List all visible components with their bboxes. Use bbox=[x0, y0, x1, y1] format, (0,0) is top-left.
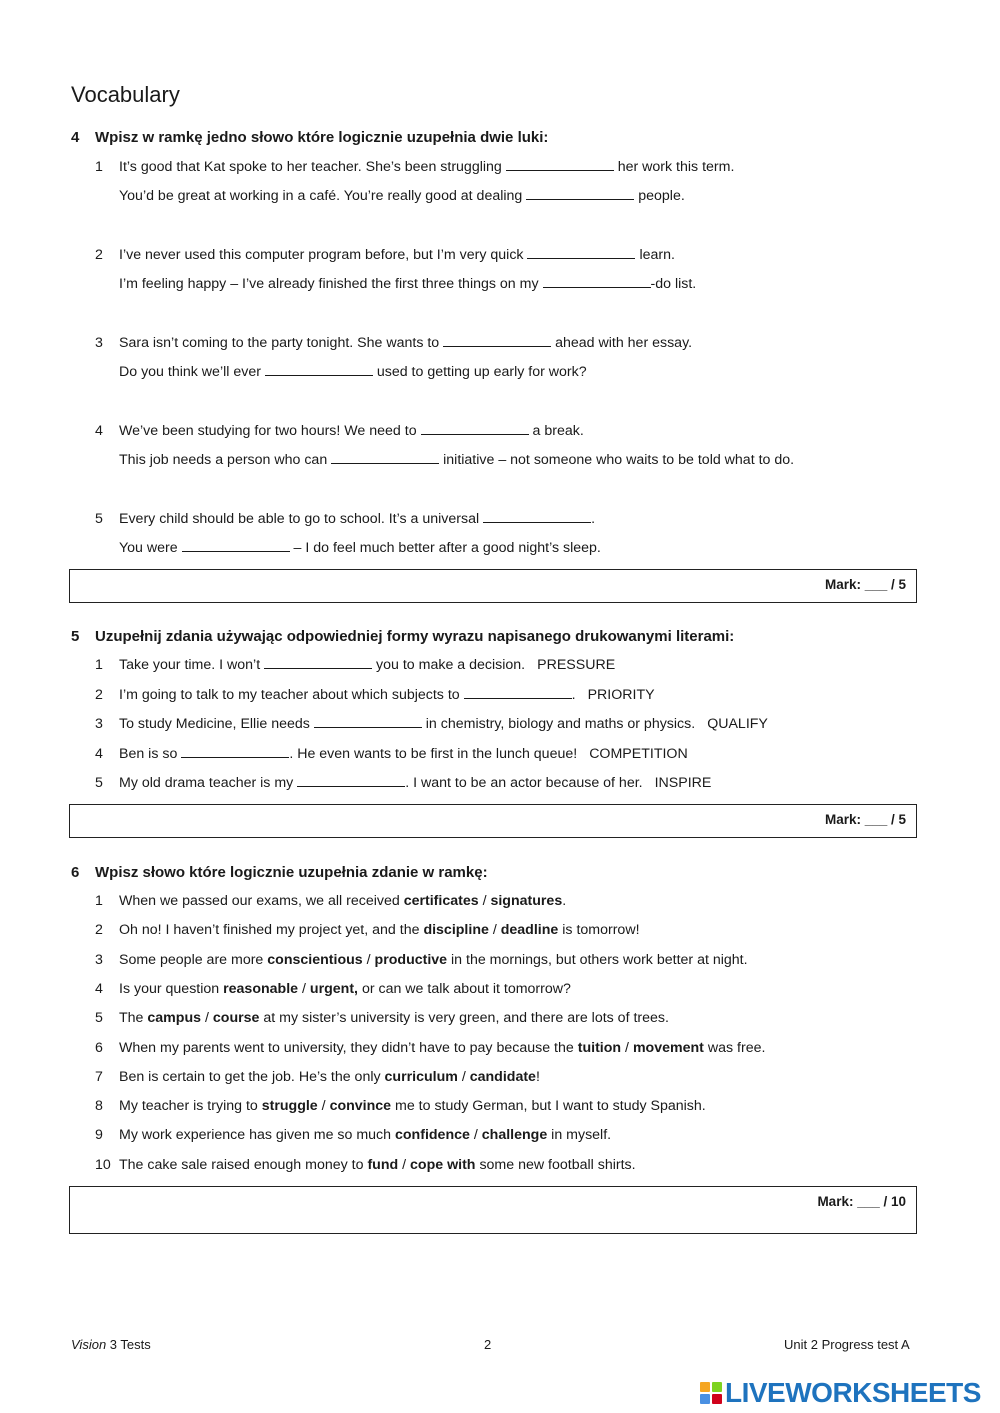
question-row bbox=[95, 714, 768, 734]
logo-square bbox=[700, 1382, 710, 1392]
question-row bbox=[95, 1067, 540, 1087]
question-number: 2 bbox=[95, 687, 103, 703]
logo-square bbox=[712, 1394, 722, 1404]
option-a[interactable]: tuition bbox=[577, 1040, 622, 1056]
question-text: is tomorrow! bbox=[562, 922, 640, 938]
option-separator: / bbox=[473, 1127, 478, 1143]
question-text: Ben is so bbox=[119, 746, 178, 762]
footer-left bbox=[71, 1337, 151, 1352]
question-text: was free. bbox=[707, 1040, 766, 1056]
question-row-second bbox=[119, 274, 696, 294]
question-number: 8 bbox=[95, 1098, 103, 1114]
question-text: The cake sale raised enough money to bbox=[119, 1157, 364, 1173]
mark-box-section-5 bbox=[69, 804, 917, 838]
logo-square bbox=[712, 1382, 722, 1392]
question-text: ahead with her essay. bbox=[555, 335, 693, 351]
question-number: 10 bbox=[95, 1157, 111, 1173]
option-b[interactable]: convince bbox=[329, 1098, 392, 1114]
keyword: PRIORITY bbox=[587, 687, 655, 703]
option-a[interactable]: confidence bbox=[395, 1127, 470, 1143]
question-number: 3 bbox=[95, 952, 103, 968]
question-text: . bbox=[571, 687, 576, 703]
question-text: . He even wants to be first in the lunch queue! bbox=[289, 746, 578, 762]
question-number: 1 bbox=[95, 657, 103, 673]
question-number: 1 bbox=[95, 159, 103, 175]
section-instruction: Wpisz w ramkę jedno słowo które logicznie uzupełnia dwie luki: bbox=[95, 129, 549, 146]
question-text: When my parents went to university, they didn’t have to pay because the bbox=[119, 1040, 574, 1056]
question-number: 1 bbox=[95, 893, 103, 909]
option-b[interactable]: course bbox=[212, 1010, 260, 1026]
footer-series-rest: 3 Tests bbox=[106, 1337, 151, 1352]
question-text: To study Medicine, Ellie needs bbox=[119, 716, 310, 732]
question-row bbox=[95, 744, 688, 764]
mark-box-section-6 bbox=[69, 1186, 917, 1234]
question-text: Ben is certain to get the job. He’s the only bbox=[119, 1069, 381, 1085]
question-text: The bbox=[119, 1010, 144, 1026]
option-separator: / bbox=[461, 1069, 466, 1085]
question-text: I’ve never used this computer program before, but I’m very quick bbox=[119, 247, 524, 263]
question-text: you to make a decision. bbox=[376, 657, 526, 673]
question-row bbox=[95, 685, 655, 705]
question-row bbox=[95, 1096, 706, 1116]
question-text: or can we talk about it tomorrow? bbox=[361, 981, 571, 997]
question-text: This job needs a person who can bbox=[119, 452, 328, 468]
question-text: some new football shirts. bbox=[479, 1157, 636, 1173]
question-row bbox=[95, 333, 692, 353]
question-text: -do list. bbox=[650, 276, 697, 292]
section-number: 5 bbox=[71, 628, 80, 645]
answer-blank[interactable] bbox=[297, 773, 405, 787]
question-text: You’d be great at working in a café. You’re really good at dealing bbox=[119, 188, 523, 204]
option-b[interactable]: candidate bbox=[469, 1069, 536, 1085]
keyword: PRESSURE bbox=[537, 657, 616, 673]
option-b[interactable]: urgent, bbox=[309, 981, 358, 997]
section-number: 6 bbox=[71, 864, 80, 881]
option-separator: / bbox=[366, 952, 371, 968]
keyword: COMPETITION bbox=[589, 746, 688, 762]
answer-blank[interactable] bbox=[182, 538, 290, 552]
logo-text: LIVEWORKSHEETS bbox=[725, 1377, 981, 1408]
question-text: initiative – not someone who waits to be told what to do. bbox=[443, 452, 795, 468]
question-text: My teacher is trying to bbox=[119, 1098, 258, 1114]
question-text: Oh no! I haven’t finished my project yet, and the bbox=[119, 922, 420, 938]
option-b[interactable]: productive bbox=[374, 952, 448, 968]
question-number: 3 bbox=[95, 335, 103, 351]
question-row bbox=[95, 773, 711, 793]
answer-blank[interactable] bbox=[483, 509, 591, 523]
question-number: 4 bbox=[95, 746, 103, 762]
question-number: 2 bbox=[95, 922, 103, 938]
answer-blank[interactable] bbox=[181, 744, 289, 758]
answer-blank[interactable] bbox=[464, 685, 572, 699]
answer-blank[interactable] bbox=[314, 714, 422, 728]
option-separator: / bbox=[482, 893, 487, 909]
option-a[interactable]: fund bbox=[367, 1157, 399, 1173]
answer-blank[interactable] bbox=[506, 157, 614, 171]
answer-blank[interactable] bbox=[527, 245, 635, 259]
question-text: When we passed our exams, we all received bbox=[119, 893, 400, 909]
question-text: Sara isn’t coming to the party tonight. She wants to bbox=[119, 335, 440, 351]
question-text: . I want to be an actor because of her. bbox=[405, 775, 643, 791]
question-number: 5 bbox=[95, 775, 103, 791]
keyword: INSPIRE bbox=[654, 775, 712, 791]
option-a[interactable]: struggle bbox=[261, 1098, 318, 1114]
question-row bbox=[95, 1125, 611, 1145]
question-text: Every child should be able to go to school. It’s a universal bbox=[119, 511, 480, 527]
question-number: 4 bbox=[95, 423, 103, 439]
section-4-heading bbox=[71, 129, 548, 146]
option-a[interactable]: curriculum bbox=[384, 1069, 458, 1085]
question-text: You were bbox=[119, 540, 178, 556]
option-separator: / bbox=[625, 1040, 629, 1056]
question-text: people. bbox=[638, 188, 685, 204]
question-row bbox=[95, 655, 615, 675]
section-6-heading bbox=[71, 864, 488, 881]
question-text: We’ve been studying for two hours! We need to bbox=[119, 423, 417, 439]
option-a[interactable]: certificates bbox=[403, 893, 479, 909]
answer-blank[interactable] bbox=[421, 421, 529, 435]
question-row bbox=[95, 1008, 669, 1028]
logo-icon bbox=[700, 1382, 722, 1404]
section-5-heading bbox=[71, 628, 734, 645]
mark-box-section-4 bbox=[69, 569, 917, 603]
question-text: learn. bbox=[639, 247, 675, 263]
question-text: a break. bbox=[532, 423, 584, 439]
question-text: My work experience has given me so much bbox=[119, 1127, 392, 1143]
option-separator: / bbox=[204, 1010, 209, 1026]
question-text: Some people are more bbox=[119, 952, 264, 968]
question-number: 3 bbox=[95, 716, 103, 732]
answer-blank[interactable] bbox=[443, 333, 551, 347]
question-row-second bbox=[119, 362, 587, 382]
question-row bbox=[95, 421, 584, 441]
question-number: 2 bbox=[95, 247, 103, 263]
question-number: 6 bbox=[95, 1040, 103, 1056]
question-number: 5 bbox=[95, 511, 103, 527]
mark-label: Mark: ___ / 5 bbox=[824, 812, 906, 827]
section-instruction: Uzupełnij zdania używając odpowiedniej formy wyrazu napisanego drukowanymi literami: bbox=[95, 628, 735, 645]
question-number: 9 bbox=[95, 1127, 103, 1143]
answer-blank[interactable] bbox=[331, 450, 439, 464]
question-text: her work this term. bbox=[617, 159, 735, 175]
question-row bbox=[95, 1155, 636, 1175]
question-text: I’m going to talk to my teacher about which subjects to bbox=[119, 687, 460, 703]
question-text: – I do feel much better after a good night’s sleep. bbox=[293, 540, 601, 556]
footer-page-number: 2 bbox=[484, 1337, 492, 1352]
question-row bbox=[95, 950, 748, 970]
question-row-second bbox=[119, 186, 685, 206]
question-text: in myself. bbox=[551, 1127, 612, 1143]
question-text: used to getting up early for work? bbox=[376, 364, 587, 380]
question-text: Is your question bbox=[119, 981, 220, 997]
option-separator: / bbox=[402, 1157, 407, 1173]
question-text: Take your time. I won’t bbox=[119, 657, 261, 673]
question-text: me to study German, but I want to study Spanish. bbox=[395, 1098, 706, 1114]
question-row bbox=[95, 979, 571, 999]
question-text: in the mornings, but others work better at night. bbox=[451, 952, 748, 968]
answer-blank[interactable] bbox=[543, 274, 651, 288]
question-row-second bbox=[119, 450, 794, 470]
footer-right: Unit 2 Progress test A bbox=[784, 1337, 910, 1352]
answer-blank[interactable] bbox=[526, 186, 634, 200]
question-number: 7 bbox=[95, 1069, 103, 1085]
question-text: ! bbox=[535, 1069, 540, 1085]
question-text: . bbox=[591, 511, 596, 527]
answer-blank[interactable] bbox=[264, 655, 372, 669]
question-text: I’m feeling happy – I’ve already finished the first three things on my bbox=[119, 276, 539, 292]
option-b[interactable]: challenge bbox=[481, 1127, 548, 1143]
question-number: 5 bbox=[95, 1010, 103, 1026]
question-row bbox=[95, 509, 595, 529]
question-row bbox=[95, 891, 566, 911]
question-row bbox=[95, 1038, 765, 1058]
option-b[interactable]: cope with bbox=[410, 1157, 476, 1173]
question-number: 4 bbox=[95, 981, 103, 997]
question-text: My old drama teacher is my bbox=[119, 775, 294, 791]
section-instruction: Wpisz słowo które logicznie uzupełnia zdanie w ramkę: bbox=[95, 864, 488, 881]
question-text: Do you think we’ll ever bbox=[119, 364, 261, 380]
question-text: at my sister’s university is very green, and there are lots of trees. bbox=[263, 1010, 669, 1026]
mark-label: Mark: ___ / 5 bbox=[824, 577, 906, 592]
mark-label: Mark: ___ / 10 bbox=[817, 1194, 906, 1209]
option-b[interactable]: deadline bbox=[500, 922, 559, 938]
question-row bbox=[95, 920, 640, 940]
question-row bbox=[95, 245, 675, 265]
keyword: QUALIFY bbox=[707, 716, 768, 732]
question-text: It’s good that Kat spoke to her teacher. She’s been struggling bbox=[119, 159, 502, 175]
question-text: in chemistry, biology and maths or physics. bbox=[425, 716, 696, 732]
question-row bbox=[95, 157, 734, 177]
answer-blank[interactable] bbox=[265, 362, 373, 376]
option-b[interactable]: signatures bbox=[490, 893, 563, 909]
option-b[interactable]: movement bbox=[632, 1040, 704, 1056]
page-title: Vocabulary bbox=[71, 82, 180, 107]
logo-square bbox=[700, 1394, 710, 1404]
footer-series: Vision bbox=[71, 1337, 107, 1352]
option-a[interactable]: campus bbox=[147, 1010, 202, 1026]
option-a[interactable]: reasonable bbox=[223, 981, 299, 997]
option-a[interactable]: discipline bbox=[423, 922, 489, 938]
option-separator: / bbox=[492, 922, 497, 938]
option-separator: / bbox=[302, 981, 306, 997]
question-text: . bbox=[562, 893, 567, 909]
section-number: 4 bbox=[71, 129, 80, 146]
option-separator: / bbox=[321, 1098, 326, 1114]
liveworksheets-logo[interactable] bbox=[700, 1376, 981, 1410]
option-a[interactable]: conscientious bbox=[267, 952, 363, 968]
question-row-second bbox=[119, 538, 601, 558]
